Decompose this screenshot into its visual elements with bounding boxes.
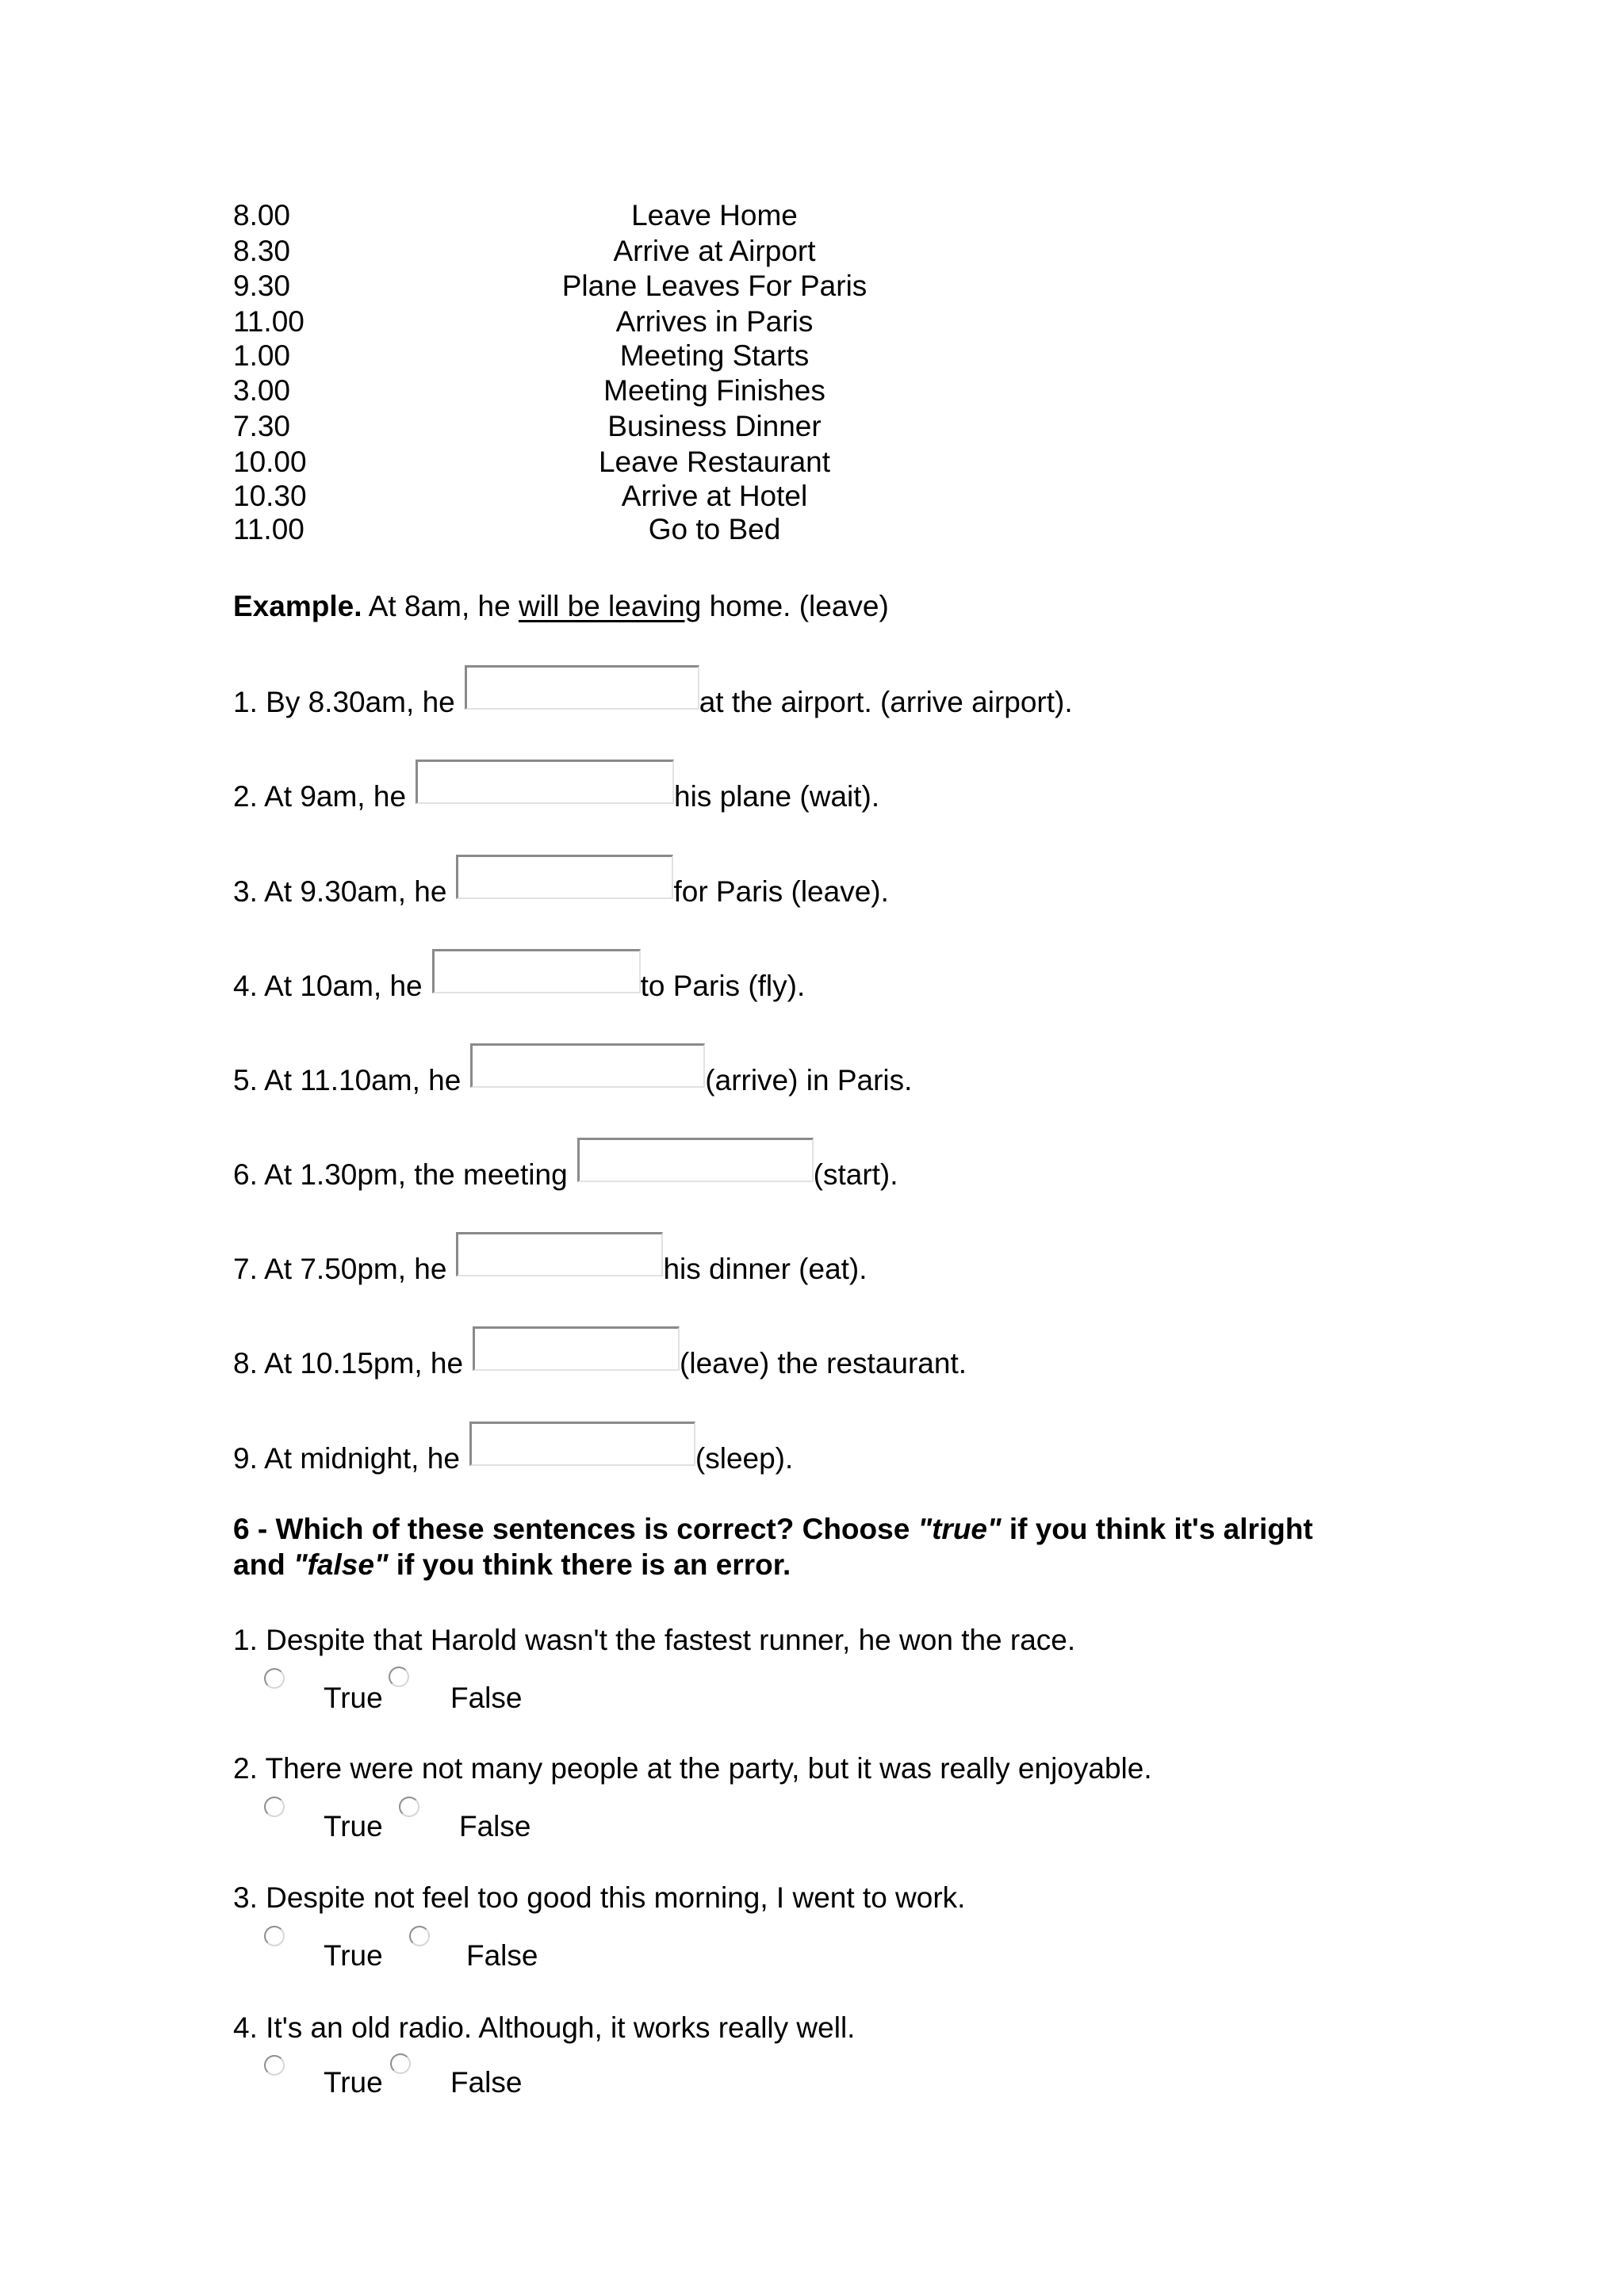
true-label: True bbox=[324, 1939, 383, 1972]
question-prefix: 1. By 8.30am, he bbox=[233, 686, 455, 718]
false-label: False bbox=[450, 1682, 523, 1714]
question-text: 1. Despite that Harold wasn't the fastest runner, he won the race. bbox=[233, 1624, 1076, 1656]
question-row bbox=[233, 1326, 967, 1381]
schedule-row bbox=[233, 269, 1105, 304]
question-suffix: (start). bbox=[813, 1158, 898, 1191]
question-suffix: his dinner (eat). bbox=[663, 1253, 868, 1285]
schedule-activity: Plane Leaves For Paris bbox=[561, 270, 868, 302]
schedule-row bbox=[233, 479, 1105, 514]
false-label: False bbox=[450, 2066, 523, 2099]
true-false-question bbox=[233, 1881, 1502, 1976]
question-prefix: 4. At 10am, he bbox=[233, 970, 423, 1002]
question-row bbox=[233, 760, 879, 814]
true-radio[interactable] bbox=[264, 2055, 285, 2076]
answer-input[interactable] bbox=[465, 665, 699, 710]
schedule-activity: Leave Home bbox=[631, 199, 798, 232]
example-suffix: home. (leave) bbox=[709, 590, 889, 622]
true-false-question bbox=[233, 1623, 1502, 1718]
true-label: True bbox=[324, 1682, 383, 1714]
question-prefix: 8. At 10.15pm, he bbox=[233, 1347, 464, 1380]
example-answer: will be leaving bbox=[518, 590, 702, 622]
question-row bbox=[233, 1138, 898, 1192]
answer-input[interactable] bbox=[577, 1138, 814, 1182]
true-radio[interactable] bbox=[264, 1797, 285, 1817]
question-suffix: at the airport. (arrive airport). bbox=[699, 686, 1073, 718]
section-heading-line2 bbox=[233, 1548, 791, 1582]
heading-emphasis: "true" bbox=[917, 1513, 1002, 1545]
example-sentence bbox=[233, 589, 889, 624]
schedule-row bbox=[233, 339, 1105, 373]
schedule-activity: Business Dinner bbox=[607, 410, 822, 442]
schedule-row bbox=[233, 304, 1105, 339]
schedule-time: 9.30 bbox=[233, 270, 291, 302]
question-prefix: 6. At 1.30pm, the meeting bbox=[233, 1158, 568, 1191]
question-suffix: his plane (wait). bbox=[674, 780, 880, 813]
schedule-time: 11.00 bbox=[233, 305, 304, 338]
schedule-activity: Meeting Starts bbox=[619, 339, 810, 372]
question-suffix: (leave) the restaurant. bbox=[680, 1347, 967, 1380]
false-radio[interactable] bbox=[390, 2053, 411, 2074]
question-suffix: (arrive) in Paris. bbox=[705, 1064, 913, 1096]
question-row bbox=[233, 1422, 793, 1476]
question-prefix: 3. At 9.30am, he bbox=[233, 875, 447, 908]
question-suffix: for Paris (leave). bbox=[673, 875, 889, 908]
true-radio[interactable] bbox=[264, 1926, 285, 1946]
schedule-time: 7.30 bbox=[233, 410, 291, 442]
question-row bbox=[233, 949, 805, 1004]
schedule-time: 1.00 bbox=[233, 339, 291, 372]
section-heading-line1 bbox=[233, 1512, 1313, 1547]
question-text: 3. Despite not feel too good this morning, I went to work. bbox=[233, 1881, 966, 1914]
schedule-row bbox=[233, 234, 1105, 269]
question-prefix: 7. At 7.50pm, he bbox=[233, 1253, 447, 1285]
schedule-activity: Arrive at Airport bbox=[613, 235, 816, 267]
false-radio[interactable] bbox=[409, 1926, 430, 1946]
question-row bbox=[233, 665, 1073, 720]
question-prefix: 2. At 9am, he bbox=[233, 780, 407, 813]
schedule-row bbox=[233, 512, 1105, 547]
schedule-time: 3.00 bbox=[233, 374, 291, 407]
question-suffix: (sleep). bbox=[695, 1442, 794, 1475]
answer-input[interactable] bbox=[432, 949, 641, 993]
example-prefix: At 8am, he bbox=[368, 590, 511, 622]
heading-text: 6 - Which of these sentences is correct? Choose bbox=[233, 1513, 918, 1545]
answer-input[interactable] bbox=[456, 1232, 663, 1276]
heading-emphasis: "false" bbox=[293, 1548, 389, 1581]
true-radio[interactable] bbox=[264, 1668, 285, 1689]
schedule-time: 10.00 bbox=[233, 446, 307, 478]
true-false-question bbox=[233, 2011, 1502, 2106]
question-suffix: to Paris (fly). bbox=[640, 970, 806, 1002]
schedule-time: 8.30 bbox=[233, 235, 291, 267]
question-row bbox=[233, 1232, 868, 1287]
answer-input[interactable] bbox=[469, 1422, 695, 1466]
question-prefix: 5. At 11.10am, he bbox=[233, 1064, 462, 1096]
false-label: False bbox=[466, 1939, 538, 1972]
heading-text: if you think it's alright bbox=[1001, 1513, 1313, 1545]
question-text: 2. There were not many people at the party, but it was really enjoyable. bbox=[233, 1752, 1152, 1785]
answer-input[interactable] bbox=[470, 1043, 705, 1088]
false-label: False bbox=[459, 1810, 531, 1843]
question-row bbox=[233, 855, 889, 909]
schedule-time: 8.00 bbox=[233, 199, 291, 232]
true-label: True bbox=[324, 1810, 383, 1843]
schedule-activity: Meeting Finishes bbox=[603, 374, 825, 407]
true-label: True bbox=[324, 2066, 383, 2099]
schedule-row bbox=[233, 409, 1105, 444]
answer-input[interactable] bbox=[416, 760, 674, 804]
schedule-activity: Arrive at Hotel bbox=[621, 480, 808, 512]
question-text: 4. It's an old radio. Although, it works really well. bbox=[233, 2011, 856, 2044]
heading-text: if you think there is an error. bbox=[388, 1548, 791, 1581]
answer-input[interactable] bbox=[473, 1326, 680, 1371]
true-false-question bbox=[233, 1751, 1502, 1846]
schedule-row bbox=[233, 373, 1105, 408]
schedule-activity: Leave Restaurant bbox=[598, 446, 831, 478]
schedule-activity: Go to Bed bbox=[648, 513, 781, 545]
false-radio[interactable] bbox=[399, 1797, 419, 1817]
answer-input[interactable] bbox=[456, 855, 673, 899]
question-prefix: 9. At midnight, he bbox=[233, 1442, 460, 1475]
false-radio[interactable] bbox=[389, 1667, 409, 1687]
schedule-row bbox=[233, 198, 1105, 233]
schedule-row bbox=[233, 445, 1105, 480]
question-row bbox=[233, 1043, 912, 1098]
schedule-time: 10.30 bbox=[233, 480, 307, 512]
example-label: Example. bbox=[233, 590, 362, 622]
schedule-time: 11.00 bbox=[233, 513, 304, 545]
heading-text: and bbox=[233, 1548, 294, 1581]
schedule-activity: Arrives in Paris bbox=[615, 305, 814, 338]
